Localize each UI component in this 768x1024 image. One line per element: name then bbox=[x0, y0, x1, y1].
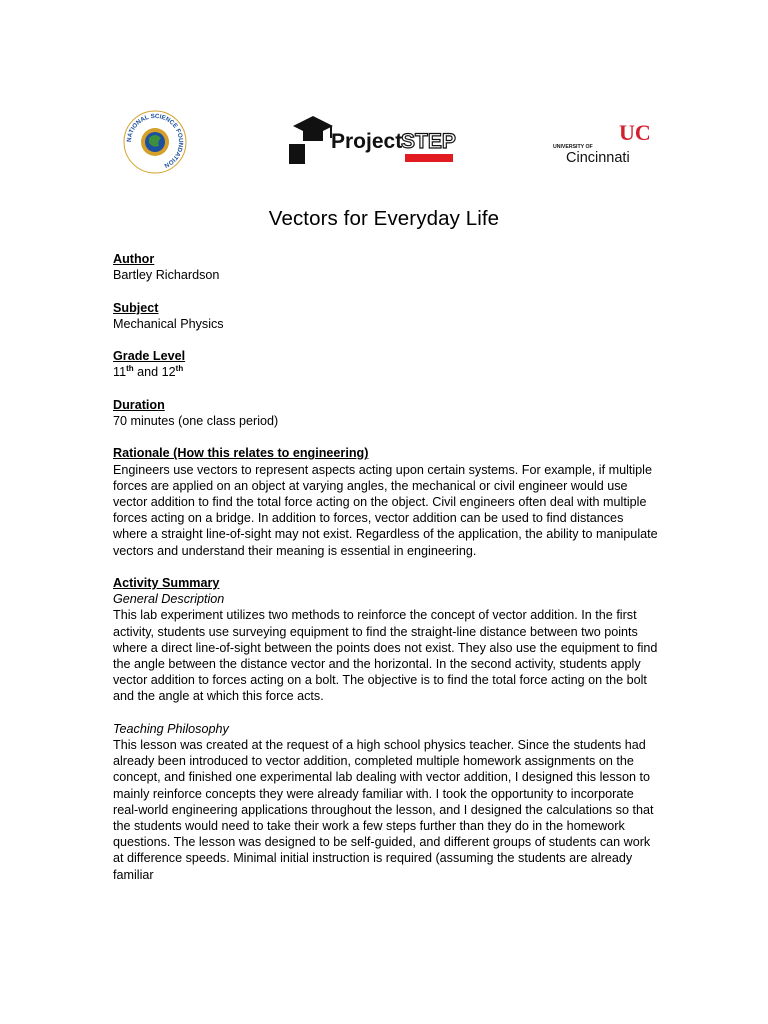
teaching-philosophy-body: This lesson was created at the request of a high school physics teacher. Since the students had already been introduced to vector addition, completed multiple homework assignments on the concept, and finished one experimental lab dealing with vector addition, I designed this lesson to mainly reinforce concepts they were already familiar with. I took the opportunity to incorporate real-world engineering applications throughout the lesson, and I designed the calculations so that the students would need to take their work a few steps further than they do in the homework questions. The lesson was designed to be self-guided, and different groups of students can work at difference speeds. Minimal initial instruction is required (assuming the students are already familiar bbox=[113, 738, 654, 882]
document-title: Vectors for Everyday Life bbox=[268, 207, 500, 230]
grade-1: 11 bbox=[113, 365, 127, 380]
activity-heading: Activity Summary bbox=[113, 575, 220, 590]
duration-heading: Duration bbox=[113, 397, 165, 412]
subject-value: Mechanical Physics bbox=[113, 316, 224, 331]
document-body bbox=[113, 251, 659, 899]
grade-value bbox=[113, 364, 659, 380]
grade-heading: Grade Level bbox=[113, 349, 186, 364]
project-step-logo bbox=[287, 112, 457, 168]
subject-section bbox=[113, 300, 659, 332]
duration-value: 70 minutes (one class period) bbox=[113, 413, 279, 428]
author-heading: Author bbox=[113, 252, 155, 266]
author-value: Bartley Richardson bbox=[113, 268, 220, 283]
uc-logo-small: UNIVERSITY OF bbox=[553, 144, 593, 150]
author-section bbox=[113, 251, 659, 283]
rationale-heading: Rationale (How this relates to engineering) bbox=[113, 446, 369, 461]
rationale-section bbox=[113, 445, 659, 558]
grade-1-sup: th bbox=[126, 364, 134, 374]
teaching-philosophy-heading: Teaching Philosophy bbox=[113, 721, 229, 736]
nsf-logo-text: NATIONAL SCIENCE FOUNDATION bbox=[125, 112, 185, 169]
logo-header bbox=[0, 0, 768, 200]
grade-section bbox=[113, 348, 659, 380]
step-logo-word2: STEP bbox=[401, 130, 456, 153]
subject-heading: Subject bbox=[113, 300, 159, 315]
philosophy-section bbox=[113, 721, 659, 883]
uc-logo bbox=[553, 120, 651, 166]
step-logo-word1: Project bbox=[331, 130, 403, 153]
activity-section bbox=[113, 575, 659, 705]
rationale-body: Engineers use vectors to represent aspects acting upon certain systems. For example, if multiple forces are applied on an object at varying angles, the mechanical or civil engineer would use vector addition to find the total force acting on the object. Civil engineers often deal with multiple forces acting on a bridge. In addition to forces, vector addition can be used to find distances where a straight line-of-sight may not exist. Regardless of the application, the ability to manipulate vectors and understand their meaning is essential in engineering. bbox=[113, 462, 658, 558]
grade-conj: and bbox=[133, 365, 162, 380]
uc-monogram: UC bbox=[619, 120, 651, 145]
uc-logo-big: Cincinnati bbox=[566, 150, 630, 166]
nsf-logo bbox=[121, 108, 189, 176]
grade-2-sup: th bbox=[175, 364, 184, 374]
general-description-body: This lab experiment utilizes two methods to reinforce the concept of vector addition. In the first activity, students use surveying equipment to find the straight-line distance between two points where a direct line-of-sight between the points does not exist. They also use the equipment to find the angle between the distance vector and the horizontal. In the second activity, students apply vector addition to forces acting on a bolt. The objective is to find the total force acting on the bolt and the angle at which this force acts. bbox=[113, 608, 658, 704]
grade-2: 12 bbox=[161, 365, 176, 380]
general-description-heading: General Description bbox=[113, 592, 225, 607]
duration-section bbox=[113, 397, 659, 429]
